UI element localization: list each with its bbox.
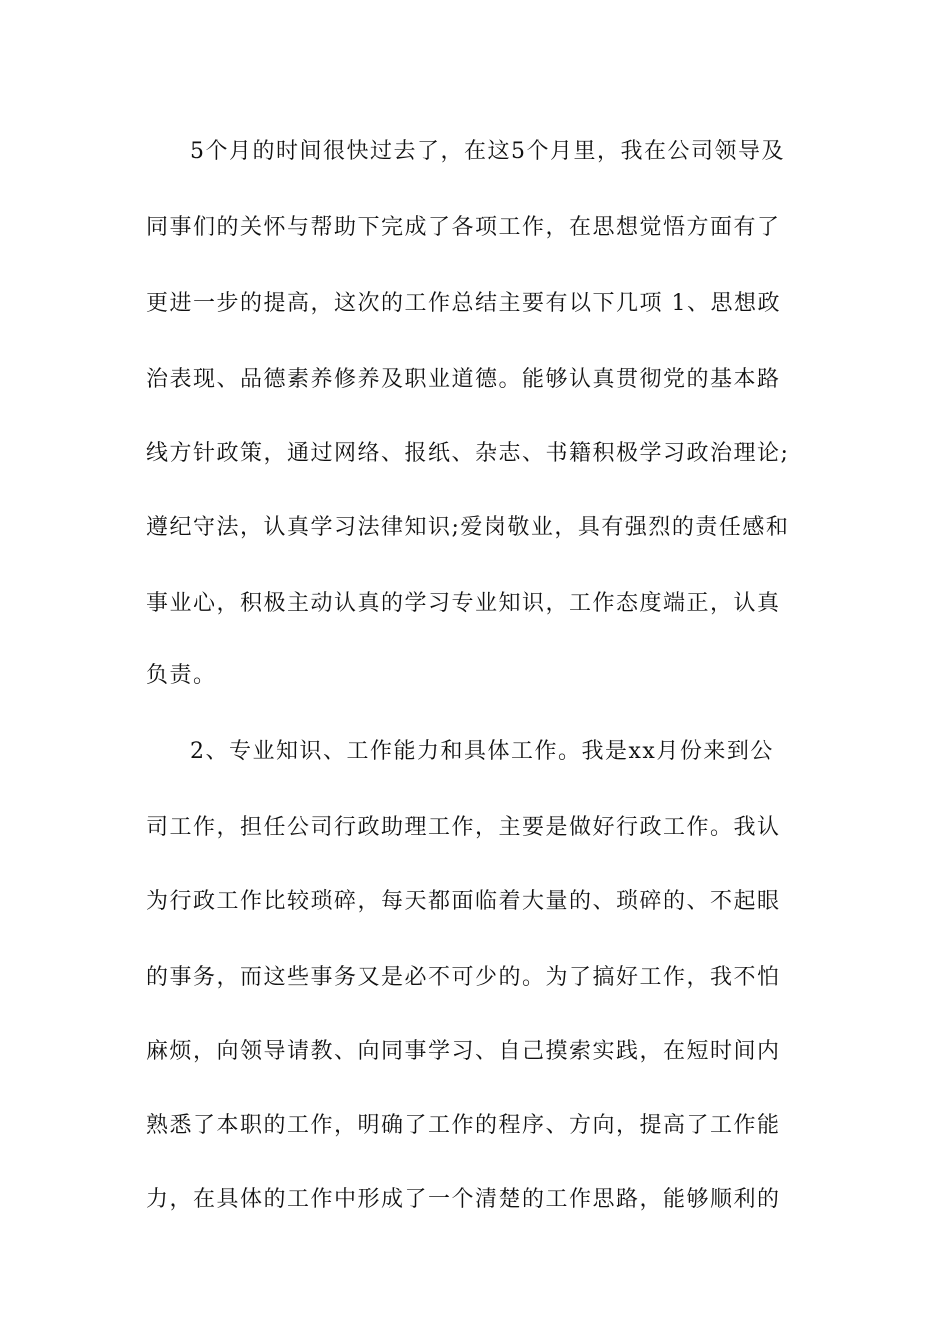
paragraph-2-line-6 — [0, 1106, 950, 1146]
text: 治表现、品德素养修养及职业道德。能够认真贯彻党的基本路 — [146, 367, 781, 392]
paragraph-1-line-4 — [0, 360, 950, 400]
text: 遵纪守法，认真学习法律知识;爱岗敬业，具有强烈的责任感和 — [146, 515, 790, 540]
paragraph-1-line-2 — [0, 208, 950, 248]
text: 的事务，而这些事务又是必不可少的。为了搞好工作，我不怕 — [146, 965, 781, 990]
paragraph-2-line-4 — [0, 958, 950, 998]
paragraph-1-line-5 — [0, 434, 950, 474]
paragraph-2-line-2 — [0, 808, 950, 848]
paragraph-2-line-5 — [0, 1032, 950, 1072]
text: 为行政工作比较琐碎，每天都面临着大量的、琐碎的、不起眼 — [146, 889, 781, 914]
paragraph-1-line-8 — [0, 656, 950, 696]
paragraph-1-line-6 — [0, 508, 950, 548]
text: 熟悉了本职的工作，明确了工作的程序、方向，提高了工作能 — [146, 1113, 781, 1138]
text: 力，在具体的工作中形成了一个清楚的工作思路，能够顺利的 — [146, 1187, 781, 1212]
text: 线方针政策，通过网络、报纸、杂志、书籍积极学习政治理论; — [146, 441, 790, 466]
text: 2、专业知识、工作能力和具体工作。我是xx月份来到公 — [190, 739, 774, 764]
paragraph-2-line-7 — [0, 1180, 950, 1220]
text: 事业心，积极主动认真的学习专业知识，工作态度端正，认真 — [146, 591, 781, 616]
text: 麻烦，向领导请教、向同事学习、自己摸索实践，在短时间内 — [146, 1039, 781, 1064]
text: 负责。 — [146, 663, 217, 688]
paragraph-1-line-1 — [0, 132, 950, 172]
paragraph-2-line-1 — [0, 732, 950, 772]
paragraph-1-line-3 — [0, 284, 950, 324]
text: 同事们的关怀与帮助下完成了各项工作，在思想觉悟方面有了 — [146, 215, 781, 240]
text: 更进一步的提高，这次的工作总结主要有以下几项 1、思想政 — [146, 291, 781, 316]
text: 5个月的时间很快过去了，在这5个月里，我在公司领导及 — [190, 139, 785, 164]
text: 司工作，担任公司行政助理工作，主要是做好行政工作。我认 — [146, 815, 781, 840]
paragraph-2-line-3 — [0, 882, 950, 922]
paragraph-1-line-7 — [0, 584, 950, 624]
